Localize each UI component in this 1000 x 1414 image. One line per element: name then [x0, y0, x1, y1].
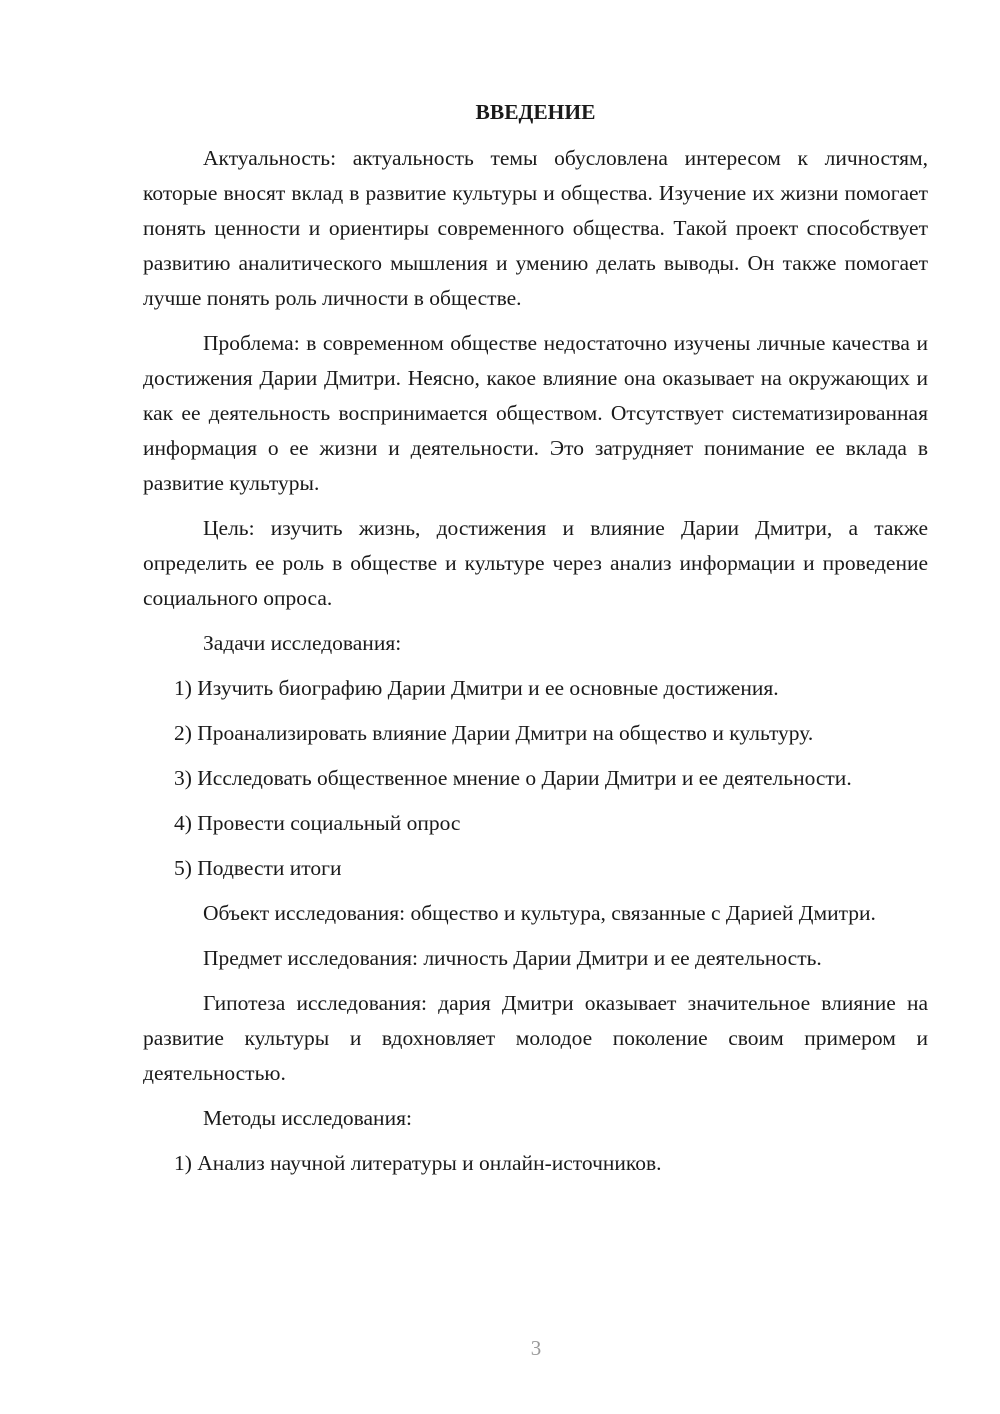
paragraph-goal: Цель: изучить жизнь, достижения и влияние Дарии Дмитри, а также определить ее роль в обществе и культуре через анализ информации и проведение социального опроса.	[143, 516, 928, 610]
list-item: 4) Провести социальный опрос	[174, 811, 461, 835]
section-body	[143, 141, 928, 1181]
paragraph-hypothesis: Гипотеза исследования: дария Дмитри оказывает значительное влияние на развитие культуры и вдохновляет молодое поколение своим примером и деятельностью.	[143, 991, 928, 1085]
paragraph-object: Объект исследования: общество и культура, связанные с Дарией Дмитри.	[203, 901, 876, 925]
section-title: ВВЕДЕНИЕ	[475, 100, 596, 124]
paragraph-methods-heading: Методы исследования:	[203, 1106, 412, 1130]
list-item: 5) Подвести итоги	[174, 856, 342, 880]
list-item: 3) Исследовать общественное мнение о Дарии Дмитри и ее деятельности.	[174, 766, 852, 790]
list-item: 1) Анализ научной литературы и онлайн-источников.	[174, 1151, 662, 1175]
list-item: 2) Проанализировать влияние Дарии Дмитри на общество и культуру.	[174, 721, 814, 745]
paragraph-relevance: Актуальность: актуальность темы обусловлена интересом к личностям, которые вносят вклад в развитие культуры и общества. Изучение их жизни помогает понять ценности и ориентиры современного общества. Такой проект способствует развитию аналитического мышления и умению делать выводы. Он также помогает лучше понять роль личности в обществе.	[143, 146, 928, 310]
paragraph-subject: Предмет исследования: личность Дарии Дмитри и ее деятельность.	[203, 946, 822, 970]
paragraph-problem: Проблема: в современном обществе недостаточно изучены личные качества и достижения Дарии Дмитри. Неясно, какое влияние она оказывает на окружающих и как ее деятельность воспринимается обществом. Отсутствует систематизированная информация о ее жизни и деятельности. Это затрудняет понимание ее вклада в развитие культуры.	[143, 331, 928, 495]
page-number: 3	[530, 1336, 542, 1360]
list-item: 1) Изучить биографию Дарии Дмитри и ее основные достижения.	[174, 676, 779, 700]
paragraph-tasks-heading: Задачи исследования:	[203, 631, 402, 655]
